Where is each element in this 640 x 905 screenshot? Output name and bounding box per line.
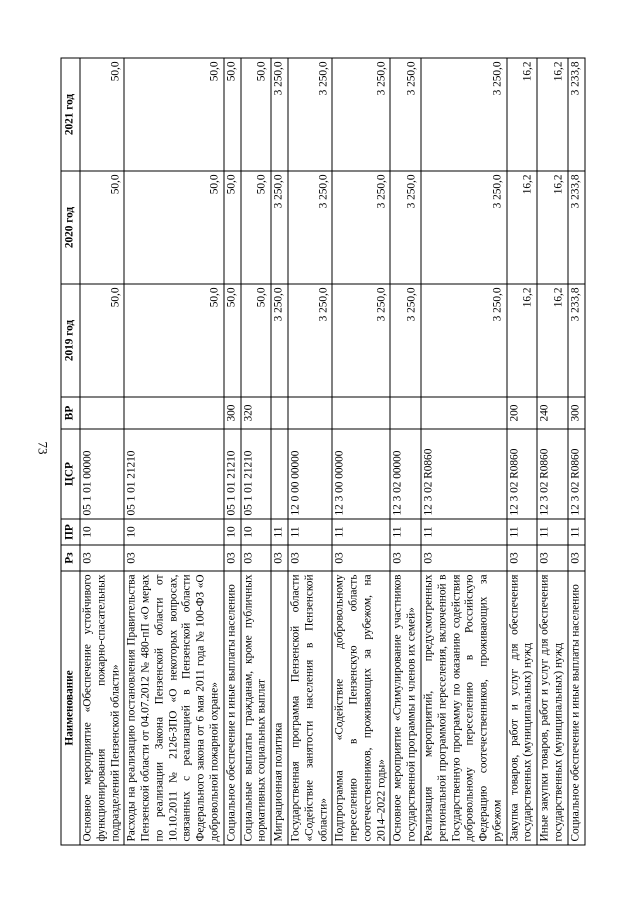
header-vr: ВР — [61, 397, 80, 429]
row-2021: 50,0 — [80, 58, 124, 171]
row-name: Государственная программа Пензенской области «Содействие занятости населения в Пензенской области» — [288, 571, 332, 845]
row-2020: 3 250,0 — [332, 171, 390, 284]
row-2019: 16,2 — [537, 284, 568, 397]
row-pr: 11 — [537, 519, 568, 545]
table-row — [124, 58, 223, 845]
row-2019: 3 250,0 — [288, 284, 332, 397]
row-2020: 16,2 — [507, 171, 538, 284]
row-csr: 12 3 02 R0860 — [507, 429, 538, 519]
row-vr — [288, 397, 332, 429]
row-2020: 16,2 — [537, 171, 568, 284]
row-name: Иные закупки товаров, работ и услуг для обеспечения государственных (муниципальных) нужд — [537, 571, 568, 845]
table-row — [507, 58, 538, 845]
row-csr: 05 1 01 21210 — [124, 429, 223, 519]
table-row — [332, 58, 390, 845]
row-pr: 11 — [332, 519, 390, 545]
row-vr — [390, 397, 421, 429]
row-rz: 03 — [332, 545, 390, 571]
row-rz: 03 — [124, 545, 223, 571]
row-vr: 300 — [224, 397, 241, 429]
rotated-page — [61, 59, 582, 846]
table-row — [288, 58, 332, 845]
row-vr: 240 — [537, 397, 568, 429]
row-2021: 16,2 — [537, 58, 568, 171]
row-pr: 11 — [568, 519, 585, 545]
row-csr: 12 3 00 00000 — [332, 429, 390, 519]
row-name: Социальные выплаты гражданам, кроме публичных нормативных социальных выплат — [241, 571, 272, 845]
row-2021: 3 250,0 — [332, 58, 390, 171]
table-row — [537, 58, 568, 845]
table-row — [568, 58, 585, 845]
row-csr: 12 3 02 R0860 — [568, 429, 585, 519]
row-pr: 10 — [124, 519, 223, 545]
row-2021: 3 233,8 — [568, 58, 585, 171]
row-2020: 50,0 — [80, 171, 124, 284]
row-2020: 3 250,0 — [288, 171, 332, 284]
row-2021: 16,2 — [507, 58, 538, 171]
row-rz: 03 — [537, 545, 568, 571]
table-row — [80, 58, 124, 845]
row-name: Подпрограмма «Содействие добровольному переселению в Пензенскую область соотечественников, проживающих за рубежом, на 2014–2022 годы» — [332, 571, 390, 845]
row-2021: 3 250,0 — [421, 58, 507, 171]
row-2020: 3 233,8 — [568, 171, 585, 284]
row-name: Расходы на реализацию постановления Правительства Пензенской области от 04.07.2012 № 480-пП «О мерах по реализации Закона Пензенской области от 10.10.2011 № 2126-ЗПО «О некоторых вопросах, связанных с реализацией в Пензенской области Федерального закона от 6 мая 2011 года № 100-ФЗ «О добровольной пожарной охране» — [124, 571, 223, 845]
row-rz: 03 — [568, 545, 585, 571]
row-2019: 3 250,0 — [390, 284, 421, 397]
row-2019: 50,0 — [124, 284, 223, 397]
row-2021: 50,0 — [124, 58, 223, 171]
row-vr: 200 — [507, 397, 538, 429]
row-csr: 12 3 02 00000 — [390, 429, 421, 519]
row-name: Реализация мероприятий, предусмотренных региональной программой переселения, включенной в Государственную программу по оказанию содействия добровольному переселению в Российскую Федерацию соотечественников, проживающих за рубежом — [421, 571, 507, 845]
row-2021: 50,0 — [241, 58, 272, 171]
row-vr — [421, 397, 507, 429]
row-csr: 12 3 02 R0860 — [421, 429, 507, 519]
row-2021: 3 250,0 — [390, 58, 421, 171]
row-name: Миграционная политика — [271, 571, 288, 845]
row-2019: 3 233,8 — [568, 284, 585, 397]
header-row — [61, 58, 80, 845]
header-2021: 2021 год — [61, 58, 80, 171]
table-row — [241, 58, 272, 845]
row-2020: 50,0 — [224, 171, 241, 284]
row-rz: 03 — [241, 545, 272, 571]
row-pr: 11 — [421, 519, 507, 545]
row-2020: 50,0 — [241, 171, 272, 284]
row-pr: 10 — [224, 519, 241, 545]
row-2021: 3 250,0 — [271, 58, 288, 171]
row-vr: 320 — [241, 397, 272, 429]
header-2019: 2019 год — [61, 284, 80, 397]
header-2020: 2020 год — [61, 171, 80, 284]
row-pr: 11 — [271, 519, 288, 545]
row-csr — [271, 429, 288, 519]
header-rz: Рз — [61, 545, 80, 571]
row-rz: 03 — [390, 545, 421, 571]
row-csr: 05 1 01 00000 — [80, 429, 124, 519]
row-pr: 11 — [288, 519, 332, 545]
row-name: Основное мероприятие «Обеспечение устойчивого функционирования пожарно-спасательных подразделений Пензенской области» — [80, 571, 124, 845]
budget-table — [61, 58, 586, 846]
row-2019: 50,0 — [224, 284, 241, 397]
page-number: 73 — [35, 441, 51, 455]
row-csr: 12 0 00 00000 — [288, 429, 332, 519]
row-2020: 50,0 — [124, 171, 223, 284]
row-name: Социальное обеспечение и иные выплаты населению — [224, 571, 241, 845]
row-2019: 50,0 — [241, 284, 272, 397]
row-2019: 16,2 — [507, 284, 538, 397]
row-pr: 10 — [241, 519, 272, 545]
row-2021: 50,0 — [224, 58, 241, 171]
row-2020: 3 250,0 — [421, 171, 507, 284]
row-2019: 3 250,0 — [332, 284, 390, 397]
row-2020: 3 250,0 — [271, 171, 288, 284]
row-rz: 03 — [421, 545, 507, 571]
row-vr — [332, 397, 390, 429]
row-2019: 3 250,0 — [271, 284, 288, 397]
row-2020: 3 250,0 — [390, 171, 421, 284]
row-csr: 05 1 01 21210 — [241, 429, 272, 519]
row-pr: 11 — [507, 519, 538, 545]
row-vr — [124, 397, 223, 429]
row-2019: 3 250,0 — [421, 284, 507, 397]
row-csr: 05 1 01 21210 — [224, 429, 241, 519]
row-rz: 03 — [288, 545, 332, 571]
row-2019: 50,0 — [80, 284, 124, 397]
row-vr: 300 — [568, 397, 585, 429]
row-rz: 03 — [80, 545, 124, 571]
row-vr — [271, 397, 288, 429]
row-pr: 10 — [80, 519, 124, 545]
table-row — [271, 58, 288, 845]
row-pr: 11 — [390, 519, 421, 545]
table-row — [390, 58, 421, 845]
row-rz: 03 — [271, 545, 288, 571]
row-name: Закупка товаров, работ и услуг для обеспечения государственных (муниципальных) нужд — [507, 571, 538, 845]
header-csr: ЦСР — [61, 429, 80, 519]
row-name: Основное мероприятие «Стимулирование участников государственной программы и членов их семей» — [390, 571, 421, 845]
row-name: Социальное обеспечение и иные выплаты населению — [568, 571, 585, 845]
header-name: Наименование — [61, 571, 80, 845]
row-2021: 3 250,0 — [288, 58, 332, 171]
row-rz: 03 — [224, 545, 241, 571]
table-row — [421, 58, 507, 845]
row-rz: 03 — [507, 545, 538, 571]
table-row — [224, 58, 241, 845]
header-pr: ПР — [61, 519, 80, 545]
row-vr — [80, 397, 124, 429]
row-csr: 12 3 02 R0860 — [537, 429, 568, 519]
